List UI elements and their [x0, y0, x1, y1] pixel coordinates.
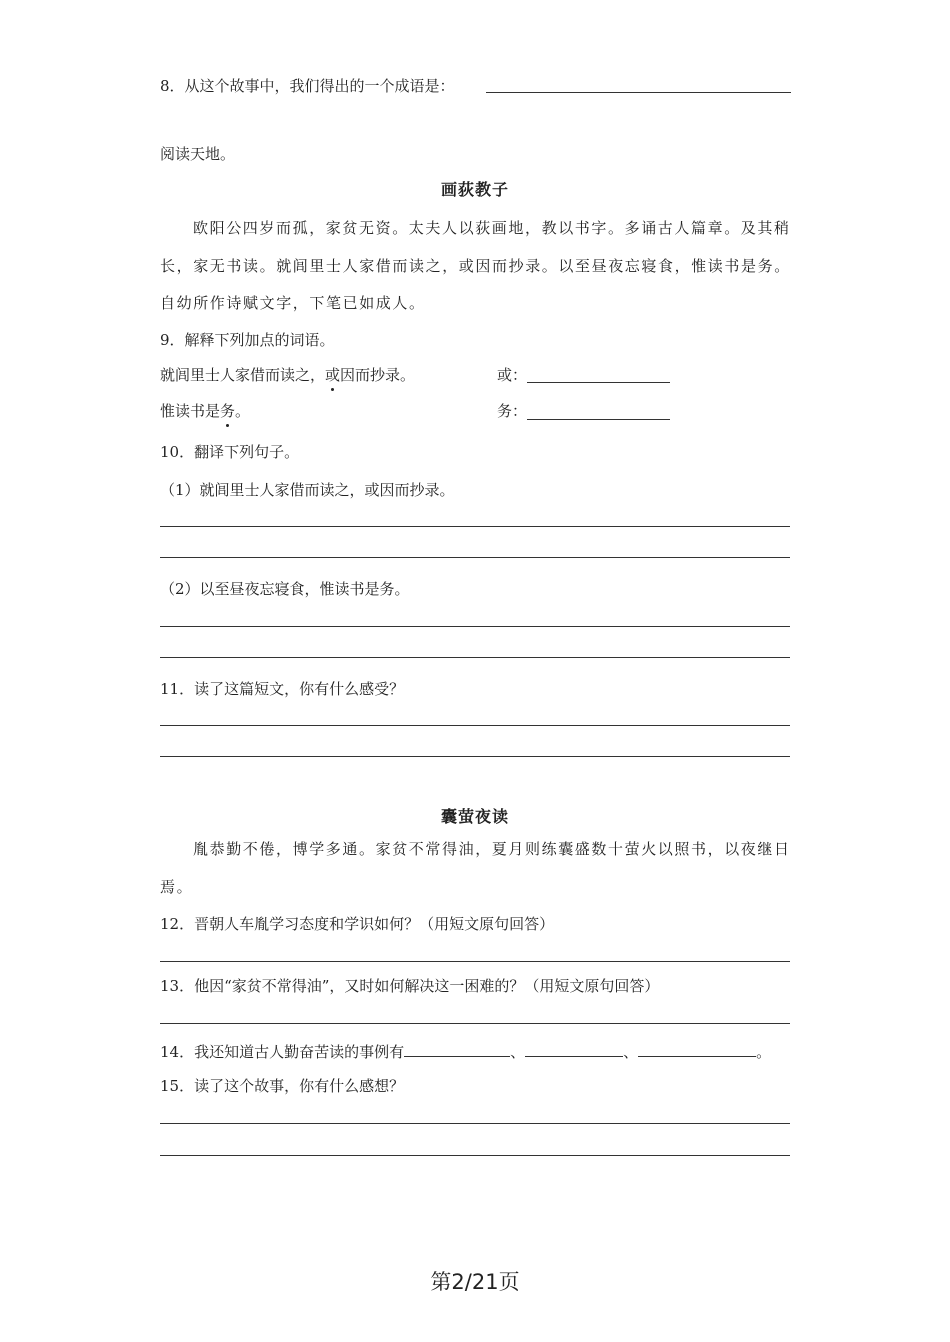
passage-1-line: 自幼所作诗赋文字，下笔已如成人。: [160, 294, 426, 312]
question-8: [160, 76, 455, 96]
end-mark: 。: [756, 1043, 772, 1061]
question-10-sub-2: （2）以至昼夜忘寝食，惟读书是务。: [160, 580, 410, 598]
question-9-text: 9．解释下列加点的词语。: [160, 331, 335, 349]
dotted-word-huo: 或: [325, 366, 341, 384]
q9-item2-pre: 惟读书是: [160, 402, 221, 420]
question-13-text: 13．他因“家贫不常得油”，又时如何解决这一困难的？（用短文原句回答）: [160, 977, 660, 995]
answer-blank-9-1[interactable]: [527, 382, 670, 383]
answer-line[interactable]: [160, 657, 790, 658]
section-label: 阅读天地。: [160, 145, 236, 163]
page-number: 第2/21页: [430, 1270, 520, 1294]
q9-label-huo: 或：: [497, 366, 528, 384]
answer-line[interactable]: [160, 1123, 790, 1124]
question-9-item-2: [160, 401, 250, 421]
passage-1-title: 画荻教子: [440, 180, 509, 199]
separator: 、: [623, 1043, 639, 1061]
q9-item1-pre: 就闾里士人家借而读之，: [160, 366, 326, 384]
question-8-text: 8．从这个故事中，我们得出的一个成语是：: [160, 77, 455, 95]
answer-blank-14-3[interactable]: [638, 1040, 756, 1057]
answer-line[interactable]: [160, 1023, 790, 1024]
answer-line[interactable]: [160, 1155, 790, 1156]
answer-blank-8[interactable]: [486, 92, 791, 93]
question-9-item-1: [160, 365, 415, 385]
answer-line[interactable]: [160, 557, 790, 558]
question-10-sub-1: （1）就闾里士人家借而读之，或因而抄录。: [160, 481, 455, 499]
question-10-text: 10．翻译下列句子。: [160, 443, 300, 461]
question-11-text: 11．读了这篇短文，你有什么感受？: [160, 680, 405, 698]
answer-line[interactable]: [160, 626, 790, 627]
passage-2-line: 焉。: [160, 878, 194, 896]
q9-item2-post: 。: [235, 402, 251, 420]
answer-blank-14-2[interactable]: [525, 1040, 623, 1057]
answer-line[interactable]: [160, 725, 790, 726]
separator: 、: [510, 1043, 526, 1061]
question-15-text: 15．读了这个故事，你有什么感想？: [160, 1077, 405, 1095]
question-12-text: 12．晋朝人车胤学习态度和学识如何？（用短文原句回答）: [160, 915, 555, 933]
q9-label-wu: 务：: [497, 402, 528, 420]
passage-1-line: 长，家无书读。就闾里士人家借而读之，或因而抄录。以至昼夜忘寝食，惟读书是务。: [160, 257, 791, 275]
answer-blank-9-2[interactable]: [527, 419, 670, 420]
passage-2-line: 胤恭勤不倦，博学多通。家贫不常得油，夏月则练囊盛数十萤火以照书，以夜继日: [193, 840, 791, 858]
answer-line[interactable]: [160, 961, 790, 962]
passage-2-title: 囊萤夜读: [440, 807, 509, 826]
question-14-text: 14．我还知道古人勤奋苦读的事例有: [160, 1043, 405, 1061]
passage-1-line: 欧阳公四岁而孤，家贫无资。太夫人以荻画地，教以书字。多诵古人篇章。及其稍: [193, 219, 791, 237]
q9-item1-post: 因而抄录。: [340, 366, 416, 384]
dotted-word-wu: 务: [220, 402, 236, 420]
answer-line[interactable]: [160, 526, 790, 527]
answer-line[interactable]: [160, 756, 790, 757]
question-14: [160, 1040, 771, 1062]
answer-blank-14-1[interactable]: [404, 1040, 510, 1057]
